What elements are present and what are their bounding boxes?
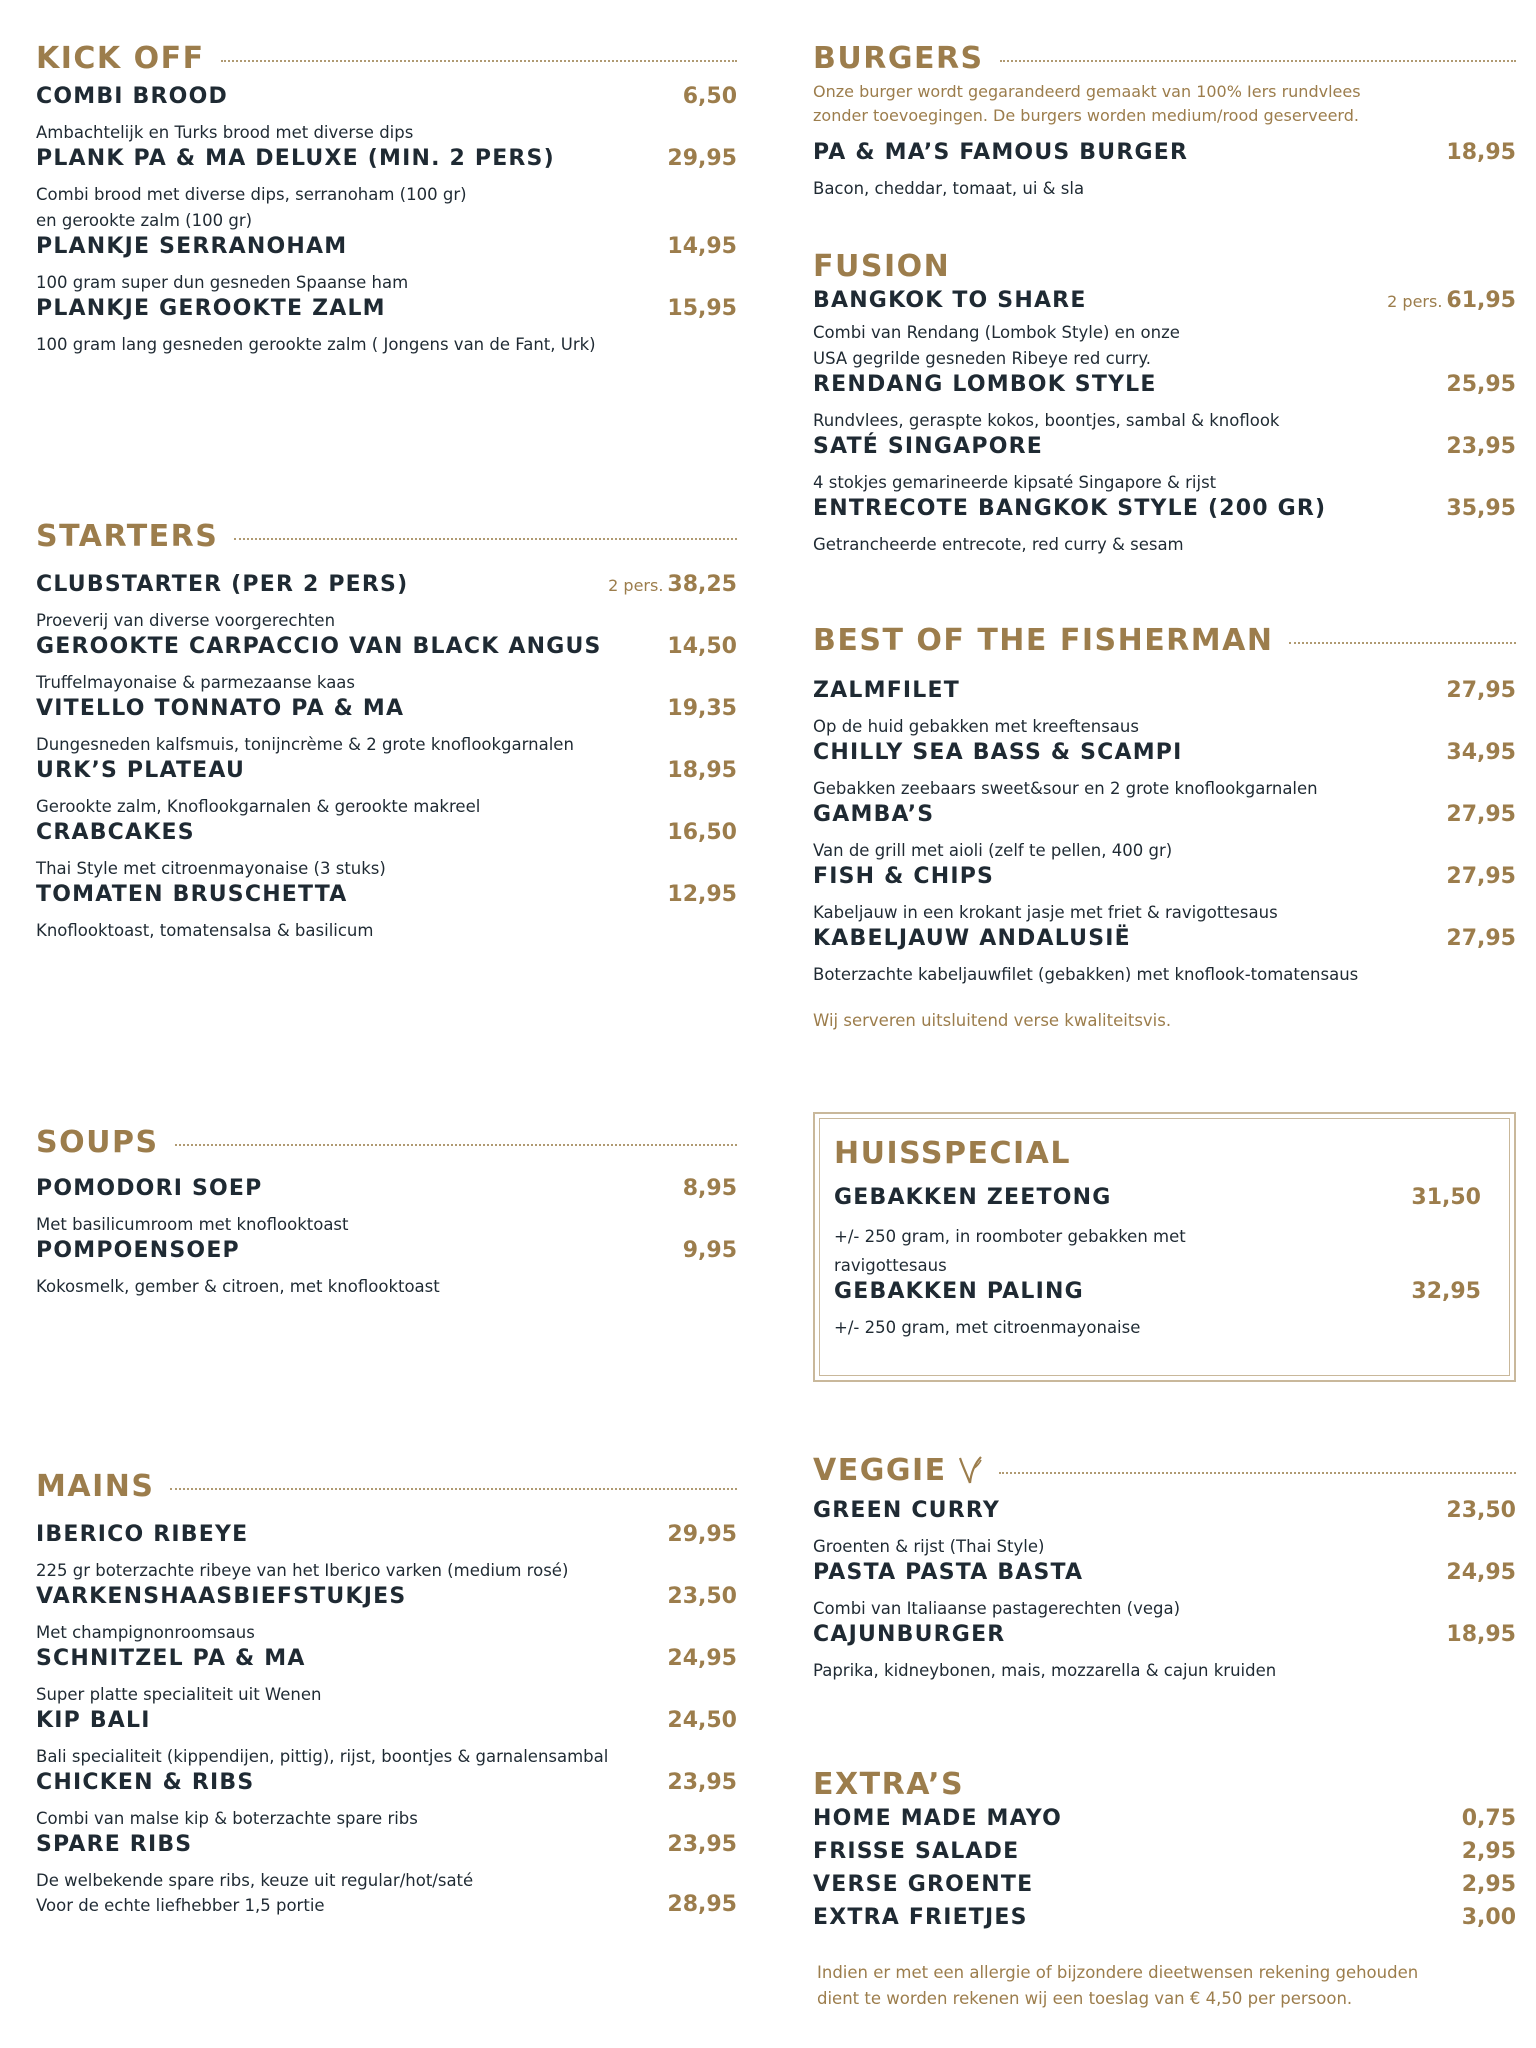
item-name: TOMATEN BRUSCHETTA	[36, 882, 348, 907]
item-name: SATÉ SINGAPORE	[813, 434, 1043, 459]
item-price: 6,50	[682, 84, 737, 109]
item-description: Kokosmelk, gember & citroen, met knoflooktoast	[36, 1277, 440, 1296]
item-name: POMPOENSOEP	[36, 1238, 240, 1263]
item-price: 23,95	[667, 1832, 737, 1857]
item-name: URK’S PLATEAU	[36, 758, 246, 783]
section-fusion	[813, 244, 1516, 558]
section-title: KICK OFF	[36, 40, 205, 76]
huisspecial-box-inner	[819, 1118, 1510, 1376]
item-description: Proeverij van diverse voorgerechten	[36, 611, 336, 630]
section-header	[36, 36, 737, 80]
item-name: CHICKEN & RIBS	[36, 1770, 255, 1795]
item-price: 12,95	[667, 882, 737, 907]
menu-item	[36, 1522, 737, 1584]
section-title: BURGERS	[813, 40, 984, 76]
menu-item	[36, 1238, 737, 1300]
item-name: ZALMFILET	[813, 678, 960, 703]
menu-item	[36, 296, 737, 358]
item-price: 9,95	[682, 1238, 737, 1263]
allergy-note: Indien er met een allergie of bijzondere dieetwensen rekening gehouden	[817, 1963, 1419, 1982]
menu-item	[813, 678, 1516, 740]
dotted-rule	[221, 60, 737, 62]
item-description: Boterzachte kabeljauwfilet (gebakken) met knoflook-tomatensaus	[813, 965, 1359, 984]
section-note: Onze burger wordt gegarandeerd gemaakt van 100% Iers rundvlees	[813, 82, 1361, 101]
section-title: MAINS	[36, 1468, 155, 1504]
menu-item	[36, 758, 737, 820]
section-header	[36, 1120, 737, 1164]
item-description: Bali specialiteit (kippendijen, pittig), rijst, boontjes & garnalensambal	[36, 1747, 609, 1766]
item-name: VARKENSHAASBIEFSTUKJES	[36, 1584, 407, 1609]
item-price: 2,95	[1461, 1872, 1516, 1897]
menu-item	[36, 820, 737, 882]
menu-item	[813, 802, 1516, 864]
item-name: EXTRA FRIETJES	[813, 1905, 1028, 1930]
item-description: Super platte specialiteit uit Wenen	[36, 1685, 322, 1704]
menu-item	[36, 882, 737, 944]
item-description: Combi van Italiaanse pastagerechten (vega)	[813, 1599, 1181, 1618]
item-name: PA & MA’S FAMOUS BURGER	[813, 140, 1189, 165]
item-name: COMBI BROOD	[36, 84, 228, 109]
item-price: 16,50	[667, 820, 737, 845]
menu-item	[813, 740, 1516, 802]
item-name: PLANKJE GEROOKTE ZALM	[36, 296, 386, 321]
item-price: 19,35	[667, 696, 737, 721]
section-header	[813, 1448, 1516, 1492]
item-name: GREEN CURRY	[813, 1498, 1000, 1523]
item-name: CAJUNBURGER	[813, 1622, 1006, 1647]
item-description: Met champignonroomsaus	[36, 1623, 255, 1642]
menu-item	[36, 84, 737, 146]
item-description: Paprika, kidneybonen, mais, mozzarella & cajun kruiden	[813, 1661, 1277, 1680]
item-price: 27,95	[1446, 926, 1516, 951]
menu-item	[36, 696, 737, 758]
menu-item	[813, 1905, 1516, 1938]
item-price: 23,95	[1446, 434, 1516, 459]
section-header	[813, 36, 1516, 80]
item-description-line2: en gerookte zalm (100 gr)	[36, 211, 253, 230]
section-note-line2: zonder toevoegingen. De burgers worden medium/rood geserveerd.	[813, 106, 1359, 125]
item-description: +/- 250 gram, in roomboter gebakken met	[834, 1227, 1186, 1246]
item-description: Knoflooktoast, tomatensalsa & basilicum	[36, 921, 374, 940]
menu-item	[36, 1770, 737, 1832]
section-footnote: Wij serveren uitsluitend verse kwaliteitsvis.	[813, 1011, 1172, 1030]
section-soups	[36, 1120, 737, 1300]
section-header	[36, 1464, 737, 1508]
section-burgers	[813, 36, 1516, 202]
item-description: Van de grill met aioli (zelf te pellen, 400 gr)	[813, 841, 1173, 860]
item-price: 28,95	[667, 1892, 737, 1917]
item-price: 14,50	[667, 634, 737, 659]
item-price: 25,95	[1446, 372, 1516, 397]
menu-item	[834, 1279, 1481, 1341]
menu-item	[813, 288, 1516, 372]
section-header	[813, 244, 1516, 288]
menu-item	[36, 1584, 737, 1646]
item-description: Voor de echte liefhebber 1,5 portie	[36, 1896, 325, 1915]
menu-item	[813, 496, 1516, 558]
item-price: 34,95	[1446, 740, 1516, 765]
dotted-rule	[1289, 642, 1516, 644]
dotted-rule	[175, 1144, 737, 1146]
item-name: ENTRECOTE BANGKOK STYLE (200 GR)	[813, 496, 1327, 521]
item-name: CLUBSTARTER (PER 2 PERS)	[36, 572, 409, 597]
huisspecial-box	[813, 1112, 1516, 1382]
menu-item	[813, 372, 1516, 434]
menu-item	[813, 926, 1516, 988]
item-description: 100 gram super dun gesneden Spaanse ham	[36, 273, 409, 292]
item-description: Met basilicumroom met knoflooktoast	[36, 1215, 349, 1234]
section-fisherman	[813, 618, 1516, 1034]
allergy-note-line2: dient te worden rekenen wij een toeslag van € 4,50 per persoon.	[817, 1989, 1353, 2008]
item-price: 15,95	[667, 296, 737, 321]
menu-item	[813, 434, 1516, 496]
item-description: Op de huid gebakken met kreeftensaus	[813, 717, 1139, 736]
item-name: GEBAKKEN PALING	[834, 1279, 1084, 1304]
leaf-icon	[957, 1455, 983, 1485]
item-description-line2: USA gegrilde gesneden Ribeye red curry.	[813, 349, 1152, 368]
item-name: GEROOKTE CARPACCIO VAN BLACK ANGUS	[36, 634, 602, 659]
menu-item	[813, 140, 1516, 202]
item-description: Bacon, cheddar, tomaat, ui & sla	[813, 179, 1085, 198]
item-description: Groenten & rijst (Thai Style)	[813, 1537, 1045, 1556]
item-description: De welbekende spare ribs, keuze uit regular/hot/saté	[36, 1871, 474, 1890]
item-price: 24,95	[667, 1646, 737, 1671]
item-name: KIP BALI	[36, 1708, 151, 1733]
menu-item	[813, 1839, 1516, 1872]
menu-item	[36, 1176, 737, 1238]
menu-item	[36, 1832, 737, 1894]
item-name: CRABCAKES	[36, 820, 195, 845]
item-price	[1387, 288, 1516, 313]
item-price: 23,50	[667, 1584, 737, 1609]
section-title: HUISSPECIAL	[834, 1135, 1071, 1171]
section-veggie	[813, 1448, 1516, 1684]
item-price: 32,95	[1411, 1279, 1481, 1304]
item-price: 18,95	[667, 758, 737, 783]
section-title: BEST OF THE FISHERMAN	[813, 622, 1274, 658]
section-header	[813, 1762, 1516, 1806]
dotted-rule	[999, 1472, 1516, 1474]
item-price: 29,95	[667, 1522, 737, 1547]
item-name: POMODORI SOEP	[36, 1176, 263, 1201]
item-price: 3,00	[1461, 1905, 1516, 1930]
menu-item	[813, 1622, 1516, 1684]
item-description-line2: ravigottesaus	[834, 1256, 947, 1275]
item-price: 27,95	[1446, 678, 1516, 703]
dotted-rule	[170, 1488, 737, 1490]
item-description: Dungesneden kalfsmuis, tonijncrème & 2 grote knoflookgarnalen	[36, 735, 574, 754]
item-description: Combi brood met diverse dips, serranoham (100 gr)	[36, 185, 467, 204]
item-description: Truffelmayonaise & parmezaanse kaas	[36, 673, 356, 692]
item-name: IBERICO RIBEYE	[36, 1522, 249, 1547]
item-price: 23,50	[1446, 1498, 1516, 1523]
item-price: 27,95	[1446, 864, 1516, 889]
menu-item	[36, 146, 737, 234]
item-price: 23,95	[667, 1770, 737, 1795]
menu-item	[36, 634, 737, 696]
item-price: 18,95	[1446, 1622, 1516, 1647]
menu-item	[36, 572, 737, 634]
item-name: RENDANG LOMBOK STYLE	[813, 372, 1157, 397]
item-price: 14,95	[667, 234, 737, 259]
item-description: Gerookte zalm, Knoflookgarnalen & gerookte makreel	[36, 797, 481, 816]
menu-item	[813, 1560, 1516, 1622]
item-name: VERSE GROENTE	[813, 1872, 1034, 1897]
item-name: PLANK PA & MA DELUXE (MIN. 2 PERS)	[36, 146, 555, 171]
item-description: +/- 250 gram, met citroenmayonaise	[834, 1318, 1141, 1337]
section-header	[834, 1133, 1481, 1173]
item-price: 31,50	[1411, 1185, 1481, 1210]
item-price-prefix: 2 pers.	[608, 576, 664, 595]
dotted-rule	[234, 538, 737, 540]
item-description: 225 gr boterzachte ribeye van het Iberico varken (medium rosé)	[36, 1561, 569, 1580]
dotted-rule	[1000, 60, 1516, 62]
item-name: FRISSE SALADE	[813, 1839, 1020, 1864]
item-description: Kabeljauw in een krokant jasje met friet & ravigottesaus	[813, 903, 1278, 922]
item-name: PLANKJE SERRANOHAM	[36, 234, 348, 259]
item-price: 29,95	[667, 146, 737, 171]
menu-item	[813, 1498, 1516, 1560]
menu-item-extra-portion	[36, 1892, 737, 1920]
item-description: Combi van Rendang (Lombok Style) en onze	[813, 323, 1180, 342]
section-header	[36, 514, 737, 558]
menu-item	[36, 1708, 737, 1770]
item-price: 2,95	[1461, 1839, 1516, 1864]
item-price: 18,95	[1446, 140, 1516, 165]
item-price: 8,95	[682, 1176, 737, 1201]
item-description: Gebakken zeebaars sweet&sour en 2 grote knoflookgarnalen	[813, 779, 1318, 798]
item-price: 0,75	[1461, 1806, 1516, 1831]
item-name: FISH & CHIPS	[813, 864, 995, 889]
item-price: 35,95	[1446, 496, 1516, 521]
item-description: Combi van malse kip & boterzachte spare ribs	[36, 1809, 418, 1828]
menu-item	[36, 1646, 737, 1708]
item-name: VITELLO TONNATO PA & MA	[36, 696, 405, 721]
section-header	[813, 618, 1516, 662]
item-price-prefix: 2 pers.	[1387, 292, 1443, 311]
section-kick-off	[36, 36, 737, 358]
item-description: Getrancheerde entrecote, red curry & sesam	[813, 535, 1184, 554]
menu-item	[834, 1185, 1481, 1279]
item-description: 100 gram lang gesneden gerookte zalm ( Jongens van de Fant, Urk)	[36, 335, 596, 354]
item-price	[608, 572, 737, 597]
item-name: SPARE RIBS	[36, 1832, 193, 1857]
section-starters	[36, 514, 737, 944]
menu-item	[813, 1872, 1516, 1905]
menu-item	[36, 234, 737, 296]
menu-item	[813, 1806, 1516, 1839]
menu-item	[813, 864, 1516, 926]
section-title: VEGGIE	[813, 1452, 947, 1488]
item-description: Ambachtelijk en Turks brood met diverse dips	[36, 123, 414, 142]
section-title: EXTRA’S	[813, 1766, 965, 1802]
item-description: Rundvlees, geraspte kokos, boontjes, sambal & knoflook	[813, 411, 1280, 430]
item-description: Thai Style met citroenmayonaise (3 stuks)	[36, 859, 386, 878]
item-name: BANGKOK TO SHARE	[813, 288, 1087, 313]
item-name: SCHNITZEL PA & MA	[36, 1646, 306, 1671]
section-title: STARTERS	[36, 518, 219, 554]
item-price: 24,50	[667, 1708, 737, 1733]
section-mains	[36, 1464, 737, 1920]
item-name: CHILLY SEA BASS & SCAMPI	[813, 740, 1183, 765]
item-name: PASTA PASTA BASTA	[813, 1560, 1084, 1585]
item-price: 27,95	[1446, 802, 1516, 827]
item-price-value: 38,25	[667, 572, 737, 597]
section-extras	[813, 1762, 1516, 2012]
item-price: 24,95	[1446, 1560, 1516, 1585]
section-title: FUSION	[813, 248, 951, 284]
item-name: GAMBA’S	[813, 802, 935, 827]
item-price-value: 61,95	[1446, 288, 1516, 313]
item-description: 4 stokjes gemarineerde kipsaté Singapore & rijst	[813, 473, 1217, 492]
item-name: HOME MADE MAYO	[813, 1806, 1063, 1831]
item-name: KABELJAUW ANDALUSIË	[813, 926, 1131, 951]
item-name: GEBAKKEN ZEETONG	[834, 1185, 1112, 1210]
section-title: SOUPS	[36, 1124, 159, 1160]
